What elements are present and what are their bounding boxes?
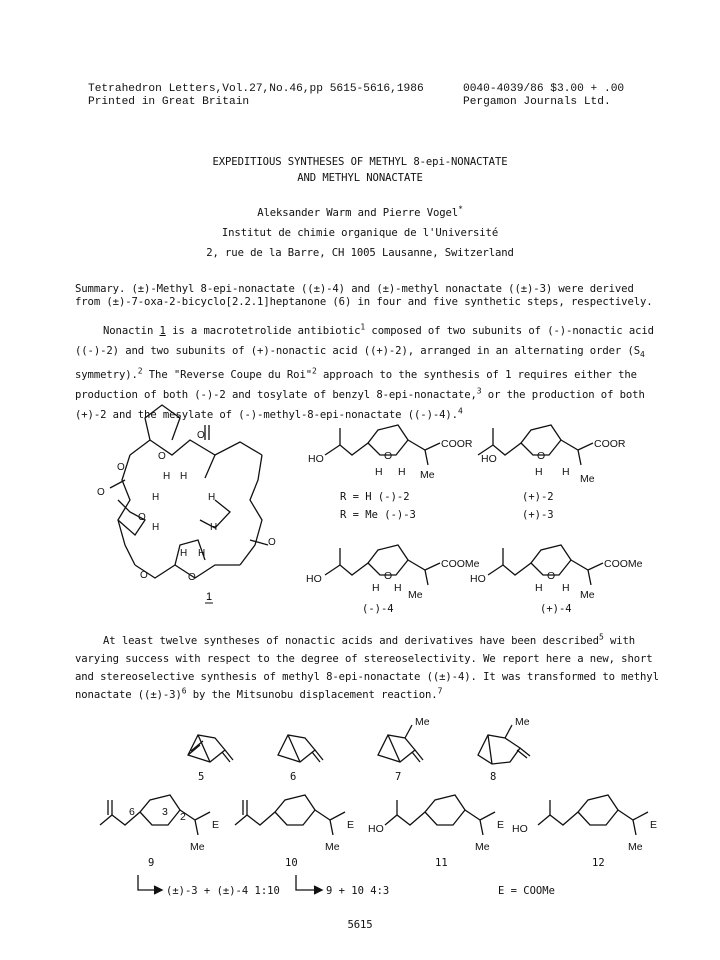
price-code: 0040-4039/86 $3.00 + .00 bbox=[463, 83, 625, 95]
para1-text: symmetry). bbox=[75, 369, 138, 382]
group-COOR: COOR bbox=[594, 438, 626, 450]
compound-ref: 1 bbox=[159, 325, 166, 337]
corresponding-star: * bbox=[458, 204, 463, 214]
publisher: Pergamon Journals Ltd. bbox=[463, 96, 611, 108]
group-Me: Me bbox=[408, 589, 423, 601]
group-HO: HO bbox=[306, 573, 322, 585]
group-E: E bbox=[497, 819, 505, 831]
group-E: E bbox=[212, 819, 220, 831]
atom-H: H bbox=[394, 582, 402, 594]
group-E: E bbox=[650, 819, 658, 831]
para1-text: Nonactin bbox=[103, 325, 160, 337]
atom-H: H bbox=[535, 466, 543, 478]
para2-text: by the Mitsunobu displacement reaction. bbox=[186, 689, 438, 701]
ref-sup: 3 bbox=[476, 386, 482, 396]
group-Me: Me bbox=[580, 473, 595, 485]
summary-line1: Summary. (±)-Methyl 8-epi-nonactate ((±)-4) and (±)-methyl nonactate ((±)-3) were derived bbox=[75, 283, 634, 295]
atom-H: H bbox=[152, 522, 160, 533]
paper-title-line1: EXPEDITIOUS SYNTHESES OF METHYL 8-epi-NONACTATE bbox=[212, 156, 508, 168]
atom-O: O bbox=[547, 570, 556, 582]
compound-11-label: 11 bbox=[435, 857, 448, 869]
compound-12-label: 12 bbox=[592, 857, 605, 869]
compound-10-label: 10 bbox=[285, 857, 298, 869]
atom-O: O bbox=[158, 451, 166, 462]
atom-H: H bbox=[562, 466, 570, 478]
atom-H: H bbox=[208, 492, 216, 503]
para2-text: varying success with respect to the degree of stereoselectivity. We report here a new, short bbox=[75, 653, 653, 665]
group-Me: Me bbox=[325, 841, 340, 853]
para1-text: The "Reverse Coupe du Roi" bbox=[142, 369, 313, 382]
atom-H: H bbox=[210, 522, 218, 533]
e-definition: E = COOMe bbox=[498, 885, 555, 897]
atom-H: H bbox=[562, 582, 570, 594]
group-E: E bbox=[347, 819, 355, 831]
ref-sup: 2 bbox=[312, 366, 317, 376]
affiliation-1: Institut de chimie organique de l'Université bbox=[221, 227, 499, 239]
page-number: 5615 bbox=[347, 919, 373, 931]
group-Me: Me bbox=[190, 841, 205, 853]
atom-H: H bbox=[180, 548, 188, 559]
group-COOMe: COOMe bbox=[441, 558, 480, 570]
atom-O: O bbox=[97, 487, 105, 498]
atom-O: O bbox=[268, 537, 276, 548]
atom-H: H bbox=[372, 582, 380, 594]
group-Me: Me bbox=[580, 589, 595, 601]
para1-text: or the production of both bbox=[481, 389, 645, 402]
para1-text: approach to the synthesis of 1 requires either the bbox=[316, 369, 637, 382]
ref-sup: 7 bbox=[437, 686, 443, 696]
label-plus-3: (+)-3 bbox=[522, 509, 554, 521]
paper-title-line2: AND METHYL NONACTATE bbox=[297, 172, 423, 184]
compound-7-label: 7 bbox=[395, 771, 402, 783]
atom-O: O bbox=[117, 462, 125, 473]
group-COOR: COOR bbox=[441, 438, 473, 450]
atom-O: O bbox=[537, 450, 546, 462]
group-HO: HO bbox=[481, 453, 497, 465]
group-Me: Me bbox=[475, 841, 490, 853]
ref-sup: 5 bbox=[598, 632, 604, 642]
para1-text: composed of two subunits of (-)-nonactic acid bbox=[365, 325, 654, 337]
compound-1-label: 1 bbox=[206, 591, 213, 603]
group-Me: Me bbox=[515, 716, 530, 728]
para1-text: (+)-2 and the mesylate of (-)-methyl-8-epi-nonactate ((-)-4). bbox=[75, 409, 458, 422]
journal-citation: Tetrahedron Letters,Vol.27,No.46,pp 5615-5616,1986 bbox=[88, 83, 424, 95]
ref-sup: 6 bbox=[181, 686, 187, 696]
group-COOMe: COOMe bbox=[604, 558, 643, 570]
group-Me: Me bbox=[415, 716, 430, 728]
locant: 2 bbox=[180, 811, 186, 823]
compound-8-label: 8 bbox=[490, 771, 497, 783]
atom-H: H bbox=[535, 582, 543, 594]
para1-text: is a macrotetrolide antibiotic bbox=[165, 325, 361, 337]
atom-H: H bbox=[375, 466, 383, 478]
para2-text: and stereoselective synthesis of methyl 8-epi-nonactate ((±)-4). It was transformed to methyl bbox=[75, 671, 659, 683]
atom-H: H bbox=[152, 492, 160, 503]
locant: 6 bbox=[129, 806, 135, 818]
compound-5-label: 5 bbox=[198, 771, 205, 783]
label-plus-4: (+)-4 bbox=[540, 603, 572, 615]
printed-location: Printed in Great Britain bbox=[88, 96, 250, 108]
group-Me: Me bbox=[420, 469, 435, 481]
sub: 4 bbox=[640, 350, 645, 360]
atom-O: O bbox=[384, 570, 393, 582]
para1-text: ((-)-2) and two subunits of (+)-nonactic acid ((+)-2), arranged in an alternating order (S bbox=[75, 345, 641, 357]
ref-sup: 4 bbox=[457, 406, 463, 416]
para1-text: production of both (-)-2 and tosylate of benzyl 8-epi-nonactate, bbox=[75, 389, 477, 402]
affiliation-2: 2, rue de la Barre, CH 1005 Lausanne, Switzerland bbox=[206, 247, 514, 259]
compound-9-label: 9 bbox=[148, 857, 155, 869]
atom-O: O bbox=[197, 430, 205, 441]
group-HO: HO bbox=[512, 823, 528, 835]
label-R-H: R = H (-)-2 bbox=[340, 491, 410, 503]
ref-sup: 1 bbox=[360, 322, 366, 332]
label-R-Me: R = Me (-)-3 bbox=[340, 509, 416, 521]
atom-O: O bbox=[384, 450, 393, 462]
group-HO: HO bbox=[308, 453, 324, 465]
author-names: Aleksander Warm and Pierre Vogel bbox=[257, 207, 459, 219]
group-HO: HO bbox=[368, 823, 384, 835]
arrow2-result: 9 + 10 4:3 bbox=[326, 885, 390, 897]
atom-O: O bbox=[188, 572, 196, 583]
atom-H: H bbox=[163, 471, 171, 482]
summary-line2: from (±)-7-oxa-2-bicyclo[2.2.1]heptanone (6) in four and five synthetic steps, respectively. bbox=[75, 296, 653, 308]
atom-H: H bbox=[198, 548, 206, 559]
group-HO: HO bbox=[470, 573, 486, 585]
label-minus-4: (-)-4 bbox=[362, 603, 394, 615]
group-Me: Me bbox=[628, 841, 643, 853]
atom-H: H bbox=[180, 471, 188, 482]
atom-O: O bbox=[140, 570, 148, 581]
label-plus-2: (+)-2 bbox=[522, 491, 554, 503]
para2-text: nonactate ((±)-3) bbox=[75, 689, 182, 701]
para2-text: At least twelve syntheses of nonactic acids and derivatives have been described bbox=[103, 635, 599, 647]
arrow1-result: (±)-3 + (±)-4 1:10 bbox=[166, 885, 280, 897]
ref-sup: 2 bbox=[137, 366, 143, 376]
locant: 3 bbox=[162, 806, 168, 818]
para2-text: with bbox=[603, 635, 636, 647]
compound-6-label: 6 bbox=[290, 771, 297, 783]
atom-O: O bbox=[138, 512, 146, 523]
atom-H: H bbox=[398, 466, 406, 478]
